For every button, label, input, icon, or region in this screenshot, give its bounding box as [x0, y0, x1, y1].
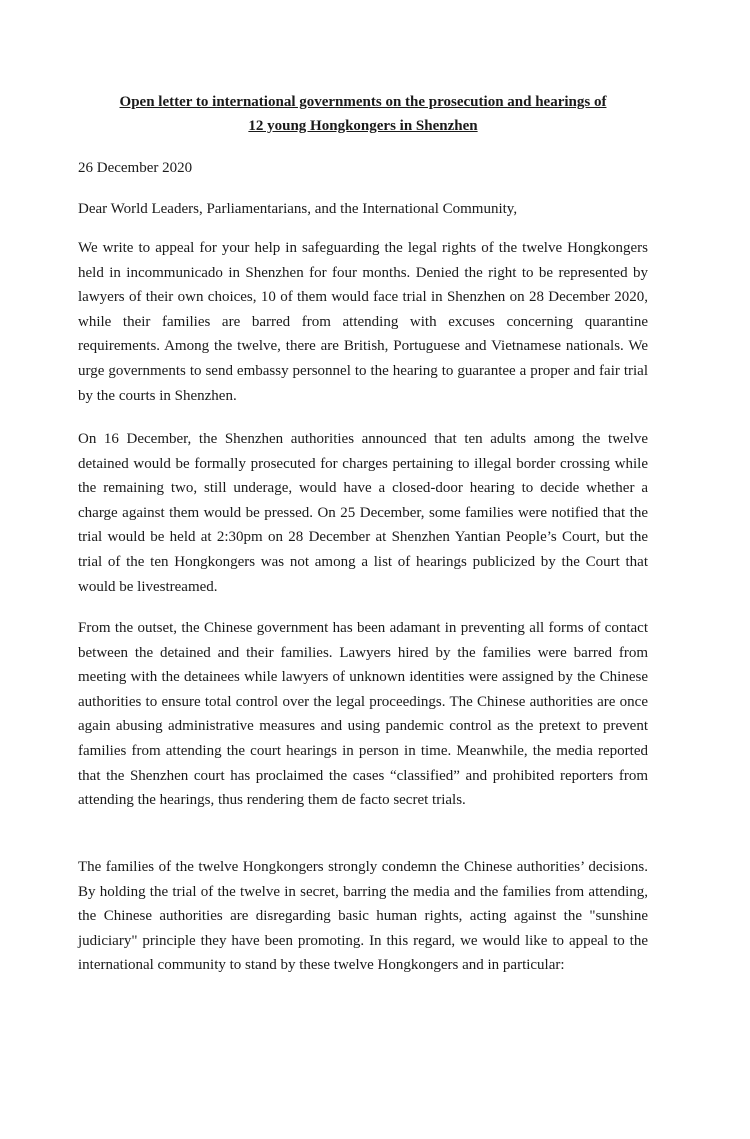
paragraph-appeal: We write to appeal for your help in safeguarding the legal rights of the twelve Hongkongers held in incommunicado in Shenzhen for four months. Denied the right to be represented by lawyers of their own choices, 10 of them would face trial in Shenzhen on 28 December 2020, while their families are barred from attending with excuses concerning quarantine requirements. Among the twelve, there are British, Portuguese and Vietnamese nationals. We urge governments to send embassy personnel to the hearing to guarantee a proper and fair trial by the courts in Shenzhen. — [78, 240, 648, 404]
paragraph-contact-denied: From the outset, the Chinese government has been adamant in preventing all forms of contact between the detained and their families. Lawyers hired by the families were barred from meeting with the detainees while lawyers of unknown identities were assigned by the Chinese authorities to ensure total control over the legal proceedings. The Chinese authorities are once again abusing administrative measures and using pandemic control as the pretext to prevent families from attending the court hearings in person in time. Meanwhile, the media reported that the Shenzhen court has proclaimed the cases “classified” and prohibited reporters from attending the hearings, thus rendering them de facto secret trials. — [78, 620, 648, 809]
letter-salutation: Dear World Leaders, Parliamentarians, and the International Community, — [78, 201, 518, 217]
letter-date: 26 December 2020 — [78, 160, 193, 176]
paragraph-prosecution: On 16 December, the Shenzhen authorities announced that ten adults among the twelve detained would be formally prosecuted for charges pertaining to illegal border crossing while the remaining two, still underage, would have a closed-door hearing to decide whether a charge against them would be pressed. On 25 December, some families were notified that the trial would be held at 2:30pm on 28 December at Shenzhen Yantian People’s Court, but the trial of the ten Hongkongers was not among a list of hearings publicized by the Court that would be livestreamed. — [78, 431, 648, 595]
letter-title-line-1: Open letter to international governments on the prosecution and hearings of — [119, 94, 607, 110]
letter-title-line-2: 12 young Hongkongers in Shenzhen — [248, 118, 478, 134]
letter-title — [78, 90, 648, 138]
paragraph-condemnation: The families of the twelve Hongkongers strongly condemn the Chinese authorities’ decisions. By holding the trial of the twelve in secret, barring the media and the families from attending, the Chinese authorities are disregarding basic human rights, acting against the "sunshine judiciary" principle they have been promoting. In this regard, we would like to appeal to the international community to stand by these twelve Hongkongers and in particular: — [78, 859, 648, 974]
